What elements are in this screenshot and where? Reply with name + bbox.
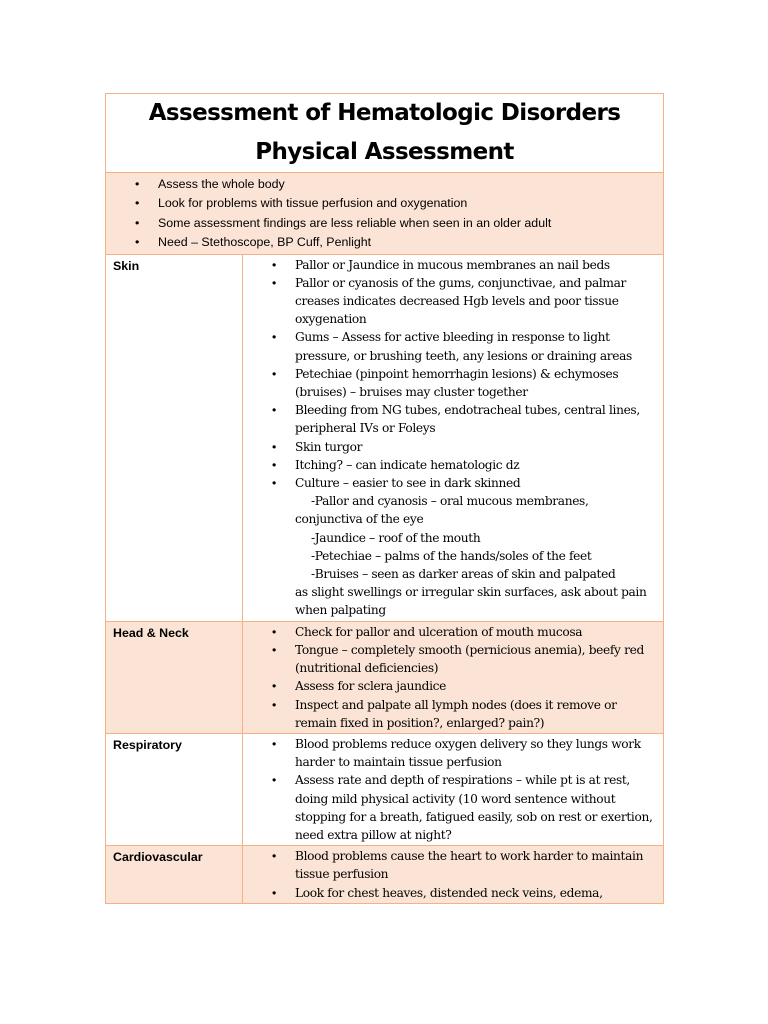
intro-item: • Some assessment findings are less reliable when seen in an older adult (106, 214, 663, 233)
respiratory-content (243, 733, 664, 845)
list-item: • Blood problems reduce oxygen delivery so they lungs work harder to maintain tissue perfusion (243, 735, 659, 771)
list-item: • Gums – Assess for active bleeding in response to light pressure, or brushing teeth, any lesions or draining areas (243, 328, 659, 364)
culture-subitem-pallor-cont: conjunctiva of the eye (295, 512, 424, 527)
list-item: • Assess for sclera jaundice (243, 677, 659, 695)
intro-row (106, 173, 664, 255)
list-item: • Pallor or Jaundice in mucous membranes an nail beds (243, 256, 659, 274)
intro-item: • Need – Stethoscope, BP Cuff, Penlight (106, 233, 663, 252)
title-line-2: Physical Assessment (255, 139, 514, 165)
list-item: • Petechiae (pinpoint hemorrhagin lesions) & echymoses (bruises) – bruises may cluster together (243, 365, 659, 401)
list-item: • Pallor or cyanosis of the gums, conjunctivae, and palmar creases indicates decreased Hgb levels and poor tissue oxygenation (243, 274, 659, 329)
list-item: • Bleeding from NG tubes, endotracheal tubes, central lines, peripheral IVs or Foleys (243, 401, 659, 437)
cardiovascular-clip (243, 847, 659, 902)
intro-cell (106, 173, 664, 255)
head-neck-content (243, 621, 664, 733)
page-title (106, 94, 664, 173)
list-item (243, 474, 659, 492)
culture-subitem-jaundice: -Jaundice – roof of the mouth (311, 530, 481, 545)
head-neck-row (106, 621, 664, 733)
list-item: • Blood problems cause the heart to work harder to maintain tissue perfusion (243, 847, 659, 883)
culture-subitems (243, 492, 659, 619)
skin-content (243, 254, 664, 621)
section-label-cardiovascular: Cardiovascular (106, 846, 243, 904)
list-item: • Check for pallor and ulceration of mouth mucosa (243, 623, 659, 641)
intro-item: • Assess the whole body (106, 175, 663, 194)
culture-subitem-petechiae: -Petechiae – palms of the hands/soles of the feet (311, 548, 592, 563)
list-item: • Skin turgor (243, 438, 659, 456)
section-label-head-neck: Head & Neck (106, 621, 243, 733)
title-line-1: Assessment of Hematologic Disorders (148, 100, 621, 126)
cardiovascular-content (243, 846, 664, 904)
list-item: • Itching? – can indicate hematologic dz (243, 456, 659, 474)
section-label-skin: Skin (106, 254, 243, 621)
list-item: • Look for chest heaves, distended neck veins, edema, (243, 884, 659, 902)
assessment-table (105, 93, 664, 904)
list-item: • Assess rate and depth of respirations – while pt is at rest, doing mild physical activity (10 word sentence without stopping for a breath, fatigued easily, sob on rest or exertion, need extra pillow at night? (243, 771, 659, 844)
intro-item: • Look for problems with tissue perfusion and oxygenation (106, 194, 663, 213)
skin-list (243, 256, 659, 493)
list-item: • Inspect and palpate all lymph nodes (does it remove or remain fixed in position?, enlarged? pain?) (243, 696, 659, 732)
respiratory-row (106, 733, 664, 845)
section-label-respiratory: Respiratory (106, 733, 243, 845)
cardiovascular-list (243, 847, 659, 902)
respiratory-list (243, 735, 659, 844)
skin-row (106, 254, 664, 621)
cardiovascular-row (106, 846, 664, 904)
list-item: • Tongue – completely smooth (pernicious anemia), beefy red (nutritional deficiencies) (243, 641, 659, 677)
culture-subitem-pallor: -Pallor and cyanosis – oral mucous membranes, (311, 494, 589, 509)
head-neck-list (243, 623, 659, 732)
title-row (106, 94, 664, 173)
culture-subitem-bruises-cont: as slight swellings or irregular skin surfaces, ask about pain when palpating (295, 585, 647, 618)
intro-list (106, 175, 663, 253)
culture-text: Culture – easier to see in dark skinned (295, 476, 521, 491)
culture-subitem-bruises: -Bruises – seen as darker areas of skin and palpated (311, 567, 616, 582)
